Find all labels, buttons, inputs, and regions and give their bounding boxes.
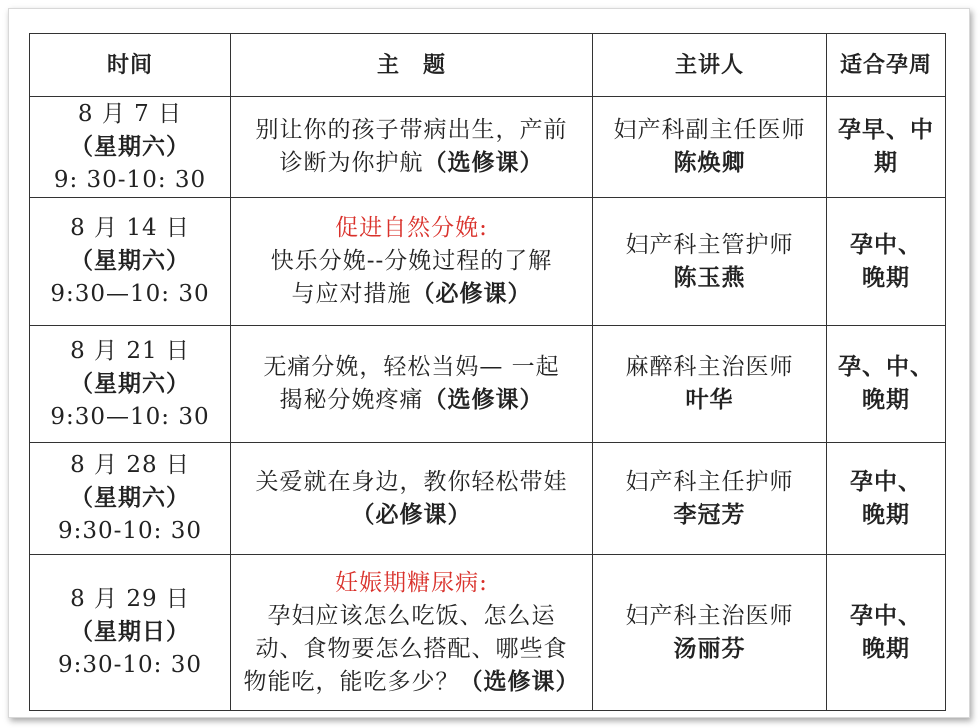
speaker-title: 麻醉科主治医师 <box>625 354 794 380</box>
header-topic: 主 题 <box>231 34 593 97</box>
time-cell <box>30 443 231 555</box>
topic-title: 妊娠期糖尿病: <box>335 569 488 596</box>
weekday-text: （星期六） <box>70 133 190 160</box>
weekday-text: （星期六） <box>70 248 190 274</box>
speaker-title: 妇产科主治医师 <box>625 602 794 629</box>
header-speaker: 主讲人 <box>593 34 827 97</box>
topic-line: 快乐分娩--分娩过程的了解 <box>270 248 553 274</box>
header-time: 时间 <box>30 34 231 97</box>
table-row <box>30 97 946 198</box>
period-line: 晚期 <box>862 501 910 528</box>
topic-cell <box>231 555 593 711</box>
speaker-cell <box>593 555 827 711</box>
speaker-cell <box>593 443 827 555</box>
period-cell <box>827 443 946 555</box>
topic-cell <box>231 326 593 443</box>
table-row <box>30 443 946 555</box>
topic-line: 孕妇应该怎么吃饭、怎么运 <box>267 602 556 629</box>
date-text: 8 月 7 日 <box>77 100 183 127</box>
period-line: 孕中、 <box>850 468 922 495</box>
topic-line: 别让你的孩子带病出生，产前 <box>255 117 568 143</box>
period-line: 孕早、中 <box>838 117 934 143</box>
topic-line: 无痛分娩，轻松当妈— 一起 <box>263 354 560 380</box>
header-period: 适合孕周 <box>827 34 946 97</box>
schedule-sheet <box>8 8 970 718</box>
course-type-badge: （必修课） <box>351 501 472 528</box>
topic-line: 诊断为你护航 <box>279 150 424 176</box>
period-cell <box>827 326 946 443</box>
speaker-title: 妇产科主任护师 <box>625 468 794 495</box>
topic-line: 揭秘分娩疼痛 <box>279 387 424 413</box>
period-line: 期 <box>874 150 898 176</box>
date-text: 8 月 14 日 <box>70 215 190 241</box>
time-cell <box>30 555 231 711</box>
weekday-text: （星期六） <box>70 370 190 397</box>
course-type-badge: （必修课） <box>411 281 532 307</box>
speaker-name: 汤丽芬 <box>673 635 746 662</box>
period-cell <box>827 555 946 711</box>
topic-cell <box>231 97 593 198</box>
topic-line: 动、食物要怎么搭配、哪些食 <box>255 635 568 662</box>
table-row <box>30 326 946 443</box>
period-line: 晚期 <box>862 264 910 291</box>
time-cell <box>30 326 231 443</box>
period-line: 孕中、 <box>850 602 922 629</box>
period-line: 晚期 <box>862 635 910 662</box>
time-cell <box>30 97 231 198</box>
time-range-text: 9:30—10: 30 <box>50 281 210 307</box>
period-cell <box>827 97 946 198</box>
period-line: 孕、中、 <box>838 354 934 380</box>
time-range-text: 9: 30-10: 30 <box>53 166 207 193</box>
date-text: 8 月 21 日 <box>70 337 190 364</box>
topic-line: 物能吃，能吃多少？ <box>243 668 460 695</box>
table-row <box>30 198 946 326</box>
header-row <box>30 34 946 97</box>
speaker-title: 妇产科副主任医师 <box>613 117 806 143</box>
course-type-badge: （选修课） <box>423 387 544 413</box>
weekday-text: （星期六） <box>70 485 190 511</box>
topic-line: 与应对措施 <box>291 281 412 307</box>
weekday-text: （星期日） <box>70 619 190 645</box>
topic-cell <box>231 198 593 326</box>
date-text: 8 月 28 日 <box>70 452 190 478</box>
speaker-name: 陈焕卿 <box>673 150 746 176</box>
table-row <box>30 555 946 711</box>
speaker-name: 陈玉燕 <box>673 264 746 291</box>
speaker-cell <box>593 326 827 443</box>
date-text: 8 月 29 日 <box>70 586 190 612</box>
time-range-text: 9:30—10: 30 <box>50 403 210 430</box>
time-cell <box>30 198 231 326</box>
speaker-title: 妇产科主管护师 <box>625 231 794 258</box>
time-range-text: 9:30-10: 30 <box>57 518 202 544</box>
course-type-badge: （选修课） <box>423 150 544 176</box>
time-range-text: 9:30-10: 30 <box>57 652 202 678</box>
class-schedule-table <box>29 33 946 711</box>
topic-cell <box>231 443 593 555</box>
period-line: 晚期 <box>862 387 910 413</box>
course-type-badge: （选修课） <box>459 668 580 695</box>
speaker-name: 叶华 <box>685 387 734 413</box>
speaker-name: 李冠芳 <box>673 501 746 528</box>
speaker-cell <box>593 198 827 326</box>
speaker-cell <box>593 97 827 198</box>
topic-line: 关爱就在身边，教你轻松带娃 <box>255 468 568 495</box>
topic-title: 促进自然分娩: <box>335 215 488 241</box>
period-line: 孕中、 <box>850 231 922 258</box>
period-cell <box>827 198 946 326</box>
